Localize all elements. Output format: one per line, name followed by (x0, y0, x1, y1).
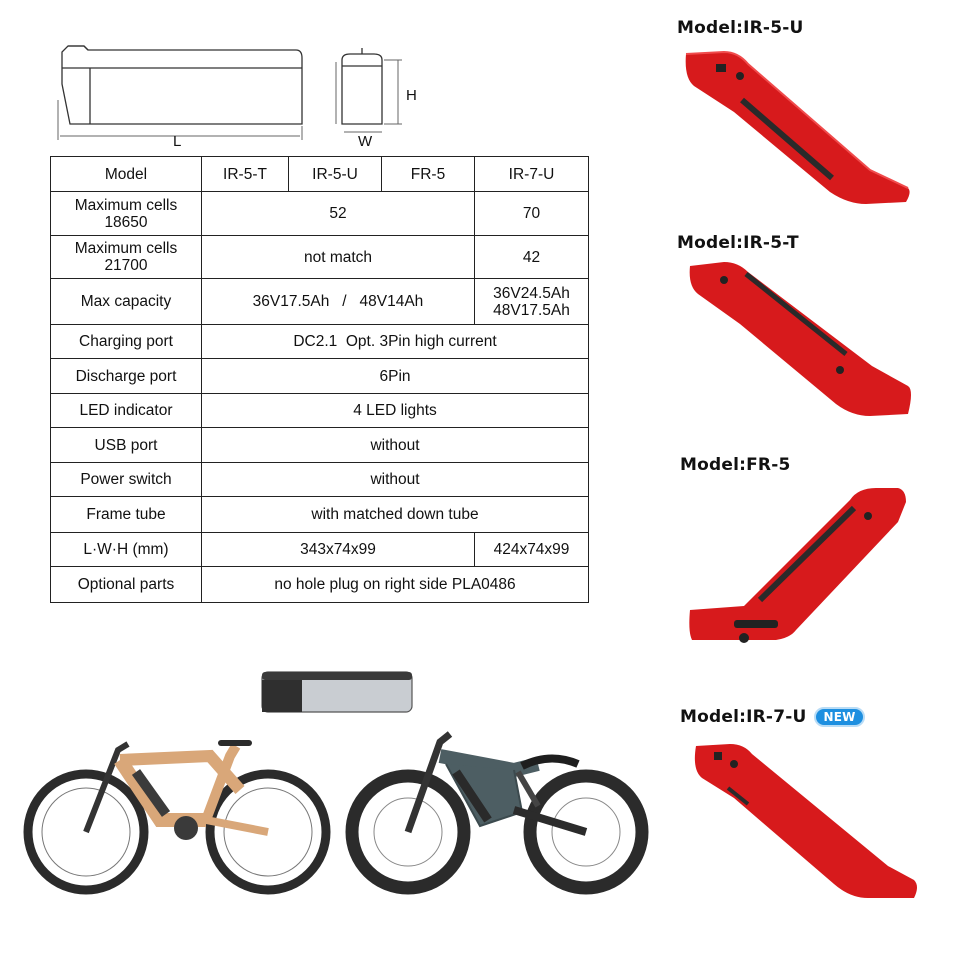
battery-fr5-image (686, 482, 916, 652)
spec-table (50, 156, 589, 603)
header-model-ir5t: IR-5-T (202, 157, 289, 192)
model-title-fr5: Model:FR-5 (680, 455, 791, 475)
battery-ir5t-image (680, 258, 920, 423)
model-title-ir7u (680, 707, 865, 727)
battery-front-view (336, 48, 402, 132)
model-title-ir5t: Model:IR-5-T (677, 233, 799, 253)
row-label: Power switch (51, 463, 202, 497)
table-header-row (51, 157, 589, 192)
row-label-line: 18650 (104, 213, 148, 231)
battery-dimension-drawing (40, 40, 440, 155)
height-label: H (406, 87, 417, 104)
header-model-label: Model (51, 157, 202, 192)
row-value: without (202, 428, 589, 463)
table-row (51, 394, 589, 428)
table-row (51, 463, 589, 497)
table-row (51, 567, 589, 603)
table-row (51, 325, 589, 359)
row-label: Max capacity (51, 279, 202, 325)
row-value-ir7u: 424x74x99 (475, 533, 589, 567)
row-label: Optional parts (51, 567, 202, 603)
row-label: USB port (51, 428, 202, 463)
new-badge: NEW (814, 707, 864, 727)
table-row (51, 359, 589, 394)
row-label-line: Maximum cells (74, 196, 178, 214)
width-label: W (358, 133, 373, 150)
table-row (51, 533, 589, 567)
row-value-group: 52 (202, 192, 475, 236)
length-label: L (173, 133, 182, 150)
row-value-ir7u: 70 (475, 192, 589, 236)
table-row (51, 279, 589, 325)
model-title-ir5u: Model:IR-5-U (677, 18, 804, 38)
row-value: with matched down tube (202, 497, 589, 533)
row-value-line: 48V17.5Ah (493, 301, 570, 319)
ebike-illustrations (10, 660, 650, 910)
table-row (51, 236, 589, 279)
row-value-group: 343x74x99 (202, 533, 475, 567)
model-title-ir7u-text: Model:IR-7-U (680, 707, 807, 727)
header-model-ir5u: IR-5-U (289, 157, 382, 192)
table-row (51, 192, 589, 236)
row-label (51, 236, 202, 279)
row-value-ir7u: 42 (475, 236, 589, 279)
battery-ir7u-image (688, 738, 928, 908)
row-label: Frame tube (51, 497, 202, 533)
row-value: 6Pin (202, 359, 589, 394)
row-value: no hole plug on right side PLA0486 (202, 567, 589, 603)
tan-mountain-ebike-image (28, 740, 326, 890)
row-value-line: 36V24.5Ah (493, 284, 570, 302)
row-label: L·W·H (mm) (51, 533, 202, 567)
table-row (51, 428, 589, 463)
header-model-ir7u: IR-7-U (475, 157, 589, 192)
header-model-fr5: FR-5 (382, 157, 475, 192)
table-row (51, 497, 589, 533)
row-value: without (202, 463, 589, 497)
row-label: Discharge port (51, 359, 202, 394)
row-label-line: Maximum cells (74, 240, 178, 257)
battery-side-view (58, 46, 302, 140)
battery-ir5u-image (680, 42, 920, 212)
row-value: 4 LED lights (202, 394, 589, 428)
row-label: Charging port (51, 325, 202, 359)
row-label-line: 21700 (104, 257, 148, 274)
teal-moto-ebike-image (352, 734, 642, 888)
row-value-ir7u (475, 279, 589, 325)
row-value: DC2.1 Opt. 3Pin high current (202, 325, 589, 359)
row-value-group: 36V17.5Ah / 48V14Ah (202, 279, 475, 325)
silver-battery-image (262, 672, 412, 712)
row-label (51, 192, 202, 236)
row-label: LED indicator (51, 394, 202, 428)
row-value-group: not match (202, 236, 475, 279)
